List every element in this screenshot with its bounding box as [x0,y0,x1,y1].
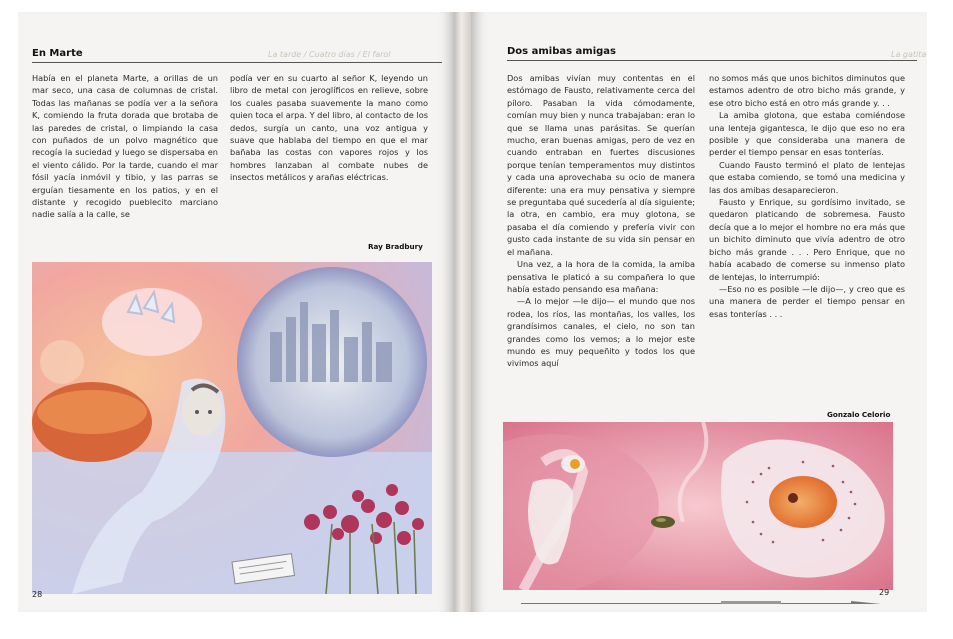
amoeba-illustration [503,422,893,590]
paragraph: —A lo mejor —le dijo— el mundo que nos rodea, los ríos, las montañas, los valles, los grandísimos canales, el cielo, no son tan grandes como los vemos; a lo mejor este mundo es muy pequeñito y todos los que vivimos aquí [507,296,695,369]
text-column-1 [507,72,695,370]
story-title: En Marte [32,48,83,59]
author-credit: Ray Bradbury [368,242,423,251]
page-number: 28 [32,590,43,599]
author-credit: Gonzalo Celorio [827,410,891,419]
mars-illustration [32,262,432,594]
paragraph: Había en el planeta Marte, a orillas de un mar seco, una casa de columnas de cristal. Todas las mañanas se podía ver a la señora K, comiendo la fruta dorada que brotaba de las paredes de cristal, o limpiando la casa con puñados de un polvo magnético que recogía la suciedad y luego se dispersaba en el viento cálido. Por la tarde, cuando el mar fósil yacía inmóvil y tibio, y las parras se erguían tiesamente en los patios, y en el distante y recogido pueblecito marciano nadie salía a la calle, se [32,73,218,220]
pen-ornament [521,594,881,604]
left-page [18,12,455,612]
page-number: 29 [879,588,890,597]
paragraph: Dos amibas vivían muy contentas en el estómago de Fausto, relativamente cerca del píloro. Pasaban la vida cómodamente, comían muy bien y nunca trabajaban: eran lo que se llama unas parásitas. Se querían mucho, eran buenas amigas, pero de vez en cuando entraban en fuertes discusiones porque tenían temperamentos muy distintos y cada una aprovechaba su ocio de manera diferente: una era muy pensativa y siempre se preguntaba qué sucedería al día siguiente; la otra, en cambio, era muy glotona, se pasaba el día comiendo y prefería vivir con gusto cada instante de su vida sin pensar en el mañana. [507,73,695,257]
bleed-through-text: La tarde / Cuatro días / El farol [268,50,391,59]
paragraph: Una vez, a la hora de la comida, la amiba pensativa le platicó a su compañera lo que había estado pensando esa mañana: [507,259,695,294]
header-rule [507,60,917,61]
bleed-through-text: La gatita [891,50,927,59]
text-column-1 [32,72,218,221]
paragraph: podía ver en su cuarto al señor K, leyendo un libro de metal con jeroglíficos en relieve, sobre los cuales pasaba suavemente la mano como quien toca el arpa. Y del libro, al contacto de los dedos, surgía un canto, una voz antigua y suave que hablaba del tiempo en que el mar bañaba las costas con vapores rojos y los hombres lanzaban al combate nubes de insectos metálicos y arañas eléctricas. [230,73,428,183]
paragraph: no somos más que unos bichitos diminutos que estamos adentro de otro bicho más grande, y ese otro bicho está en otro más grande y. . . [709,73,905,108]
paragraph: La amiba glotona, que estaba comiéndose una lenteja gigantesca, le dijo que eso no era posible y que consideraba una manera de perder el tiempo pensar en esas tonterías. [709,110,905,158]
header-rule [32,62,442,63]
paragraph: Cuando Fausto terminó el plato de lentejas que estaba comiendo, se tomó una medicina y las dos amibas desaparecieron. [709,159,905,195]
text-column-2 [709,72,905,320]
paragraph: Fausto y Enrique, su gordísimo invitado, se quedaron platicando de sobremesa. Fausto decía que a lo mejor el hombre no era más que un bichito diminuto que vivía adentro de otro bicho más grande . . . Pero Enrique, que no había acabado de comerse su inmenso plato de lentejas, lo interrumpió: [709,197,905,282]
book-gutter [455,12,471,612]
text-column-2 [230,72,428,184]
story-title: Dos amibas amigas [507,46,616,57]
right-page [471,12,927,612]
paragraph: —Eso no es posible —le dijo—, y creo que es una manera de perder el tiempo pensar en esas tonterías . . . [709,283,905,319]
